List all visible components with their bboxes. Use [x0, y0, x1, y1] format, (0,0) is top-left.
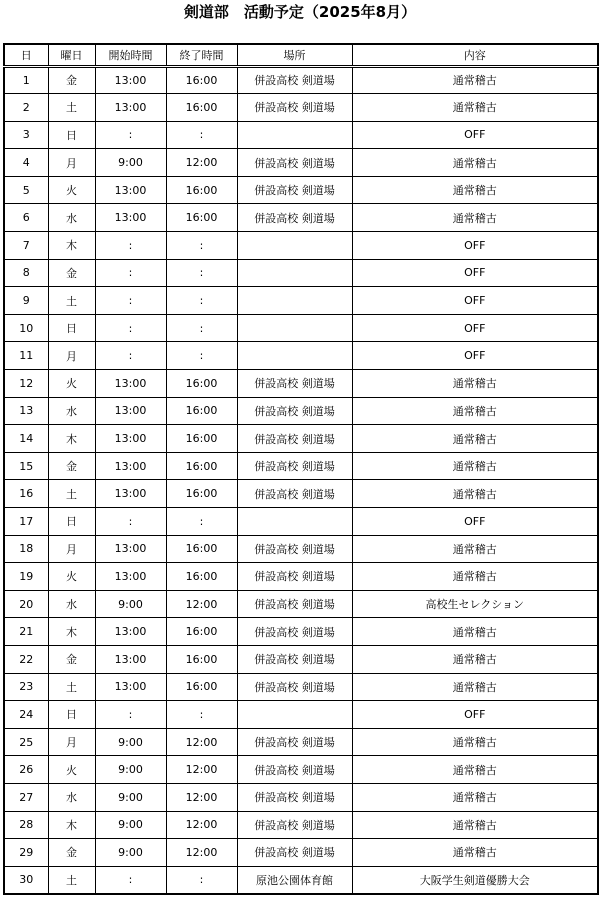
cell-location: 併設高校 剣道場: [237, 590, 352, 618]
cell-start-time: :: [95, 508, 166, 536]
cell-end-time: 16:00: [166, 397, 237, 425]
cell-content: 通常稽古: [352, 728, 598, 756]
cell-end-time: :: [166, 701, 237, 729]
cell-end-time: 12:00: [166, 728, 237, 756]
cell-end-time: 12:00: [166, 756, 237, 784]
cell-weekday: 月: [48, 728, 95, 756]
cell-content: OFF: [352, 121, 598, 149]
cell-day: 2: [4, 94, 48, 122]
cell-end-time: :: [166, 287, 237, 315]
cell-content: 通常稽古: [352, 149, 598, 177]
cell-start-time: 9:00: [95, 728, 166, 756]
cell-content: 通常稽古: [352, 618, 598, 646]
cell-location: [237, 287, 352, 315]
cell-start-time: 9:00: [95, 149, 166, 177]
table-row: [4, 314, 598, 342]
cell-start-time: 13:00: [95, 66, 166, 94]
cell-content: OFF: [352, 342, 598, 370]
table-row: [4, 342, 598, 370]
cell-start-time: :: [95, 342, 166, 370]
cell-start-time: 9:00: [95, 839, 166, 867]
cell-day: 10: [4, 314, 48, 342]
table-row: [4, 66, 598, 94]
cell-content: 通常稽古: [352, 94, 598, 122]
cell-location: 併設高校 剣道場: [237, 66, 352, 94]
table-row: [4, 287, 598, 315]
table-row: [4, 149, 598, 177]
cell-day: 14: [4, 425, 48, 453]
cell-content: 通常稽古: [352, 563, 598, 591]
cell-day: 15: [4, 452, 48, 480]
table-row: [4, 701, 598, 729]
cell-weekday: 火: [48, 756, 95, 784]
cell-start-time: 13:00: [95, 425, 166, 453]
table-row: [4, 425, 598, 453]
cell-content: 通常稽古: [352, 204, 598, 232]
cell-day: 6: [4, 204, 48, 232]
cell-location: 併設高校 剣道場: [237, 370, 352, 398]
cell-weekday: 土: [48, 94, 95, 122]
header-content: 内容: [352, 44, 598, 66]
cell-end-time: 16:00: [166, 176, 237, 204]
cell-start-time: 13:00: [95, 618, 166, 646]
cell-start-time: 13:00: [95, 176, 166, 204]
cell-content: 通常稽古: [352, 397, 598, 425]
table-row: [4, 839, 598, 867]
cell-weekday: 水: [48, 783, 95, 811]
cell-start-time: 13:00: [95, 397, 166, 425]
cell-location: 原池公園体育館: [237, 866, 352, 894]
cell-day: 29: [4, 839, 48, 867]
cell-location: 併設高校 剣道場: [237, 728, 352, 756]
cell-location: 併設高校 剣道場: [237, 480, 352, 508]
cell-location: [237, 121, 352, 149]
table-row: [4, 452, 598, 480]
cell-content: 通常稽古: [352, 425, 598, 453]
cell-day: 1: [4, 66, 48, 94]
cell-weekday: 土: [48, 673, 95, 701]
cell-end-time: :: [166, 866, 237, 894]
table-row: [4, 480, 598, 508]
cell-day: 8: [4, 259, 48, 287]
cell-end-time: :: [166, 314, 237, 342]
cell-day: 30: [4, 866, 48, 894]
cell-end-time: :: [166, 232, 237, 260]
cell-end-time: 16:00: [166, 66, 237, 94]
cell-content: OFF: [352, 508, 598, 536]
cell-start-time: :: [95, 701, 166, 729]
cell-weekday: 金: [48, 259, 95, 287]
cell-start-time: 9:00: [95, 756, 166, 784]
table-row: [4, 728, 598, 756]
cell-location: 併設高校 剣道場: [237, 811, 352, 839]
cell-content: 通常稽古: [352, 66, 598, 94]
table-row: [4, 783, 598, 811]
cell-content: 大阪学生剣道優勝大会: [352, 866, 598, 894]
cell-start-time: 9:00: [95, 811, 166, 839]
cell-location: 併設高校 剣道場: [237, 618, 352, 646]
cell-weekday: 日: [48, 508, 95, 536]
table-row: [4, 176, 598, 204]
cell-weekday: 水: [48, 204, 95, 232]
cell-weekday: 土: [48, 866, 95, 894]
cell-day: 12: [4, 370, 48, 398]
cell-day: 26: [4, 756, 48, 784]
cell-weekday: 日: [48, 701, 95, 729]
cell-location: 併設高校 剣道場: [237, 645, 352, 673]
cell-weekday: 金: [48, 66, 95, 94]
cell-start-time: 13:00: [95, 204, 166, 232]
cell-weekday: 日: [48, 314, 95, 342]
cell-content: 通常稽古: [352, 645, 598, 673]
table-row: [4, 121, 598, 149]
cell-content: 高校生セレクション: [352, 590, 598, 618]
cell-end-time: 16:00: [166, 618, 237, 646]
cell-day: 13: [4, 397, 48, 425]
cell-content: 通常稽古: [352, 480, 598, 508]
cell-weekday: 水: [48, 397, 95, 425]
cell-end-time: 12:00: [166, 783, 237, 811]
cell-end-time: 16:00: [166, 370, 237, 398]
cell-weekday: 土: [48, 287, 95, 315]
header-day: 日: [4, 44, 48, 66]
cell-location: [237, 342, 352, 370]
cell-weekday: 金: [48, 452, 95, 480]
cell-content: 通常稽古: [352, 783, 598, 811]
cell-end-time: 12:00: [166, 811, 237, 839]
cell-weekday: 木: [48, 425, 95, 453]
cell-content: OFF: [352, 701, 598, 729]
cell-end-time: 16:00: [166, 535, 237, 563]
cell-location: 併設高校 剣道場: [237, 563, 352, 591]
cell-location: 併設高校 剣道場: [237, 176, 352, 204]
table-row: [4, 535, 598, 563]
cell-day: 3: [4, 121, 48, 149]
table-row: [4, 673, 598, 701]
cell-weekday: 火: [48, 176, 95, 204]
table-row: [4, 259, 598, 287]
cell-content: 通常稽古: [352, 176, 598, 204]
table-row: [4, 645, 598, 673]
page-title: 剣道部 活動予定（2025年8月）: [183, 3, 417, 21]
cell-weekday: 日: [48, 121, 95, 149]
table-row: [4, 563, 598, 591]
cell-location: 併設高校 剣道場: [237, 756, 352, 784]
table-row: [4, 204, 598, 232]
cell-location: 併設高校 剣道場: [237, 673, 352, 701]
cell-day: 17: [4, 508, 48, 536]
table-row: [4, 94, 598, 122]
cell-start-time: 13:00: [95, 94, 166, 122]
cell-weekday: 土: [48, 480, 95, 508]
cell-content: 通常稽古: [352, 756, 598, 784]
cell-end-time: :: [166, 342, 237, 370]
cell-day: 20: [4, 590, 48, 618]
cell-day: 16: [4, 480, 48, 508]
cell-content: 通常稽古: [352, 452, 598, 480]
cell-end-time: 16:00: [166, 204, 237, 232]
cell-location: 併設高校 剣道場: [237, 452, 352, 480]
table-row: [4, 370, 598, 398]
cell-day: 28: [4, 811, 48, 839]
cell-start-time: 9:00: [95, 590, 166, 618]
cell-weekday: 月: [48, 149, 95, 177]
cell-day: 4: [4, 149, 48, 177]
cell-start-time: 13:00: [95, 563, 166, 591]
cell-location: [237, 314, 352, 342]
cell-location: 併設高校 剣道場: [237, 839, 352, 867]
cell-content: 通常稽古: [352, 370, 598, 398]
cell-weekday: 月: [48, 535, 95, 563]
cell-weekday: 金: [48, 645, 95, 673]
table-row: [4, 508, 598, 536]
cell-end-time: :: [166, 508, 237, 536]
cell-weekday: 木: [48, 811, 95, 839]
cell-start-time: 13:00: [95, 645, 166, 673]
table-row: [4, 397, 598, 425]
table-row: [4, 811, 598, 839]
cell-content: 通常稽古: [352, 535, 598, 563]
cell-location: [237, 259, 352, 287]
cell-end-time: :: [166, 121, 237, 149]
cell-location: 併設高校 剣道場: [237, 94, 352, 122]
cell-weekday: 水: [48, 590, 95, 618]
cell-day: 21: [4, 618, 48, 646]
cell-end-time: 16:00: [166, 673, 237, 701]
cell-start-time: :: [95, 259, 166, 287]
cell-location: [237, 508, 352, 536]
cell-day: 9: [4, 287, 48, 315]
cell-day: 22: [4, 645, 48, 673]
cell-location: [237, 232, 352, 260]
cell-day: 24: [4, 701, 48, 729]
cell-start-time: :: [95, 866, 166, 894]
cell-day: 19: [4, 563, 48, 591]
cell-start-time: 13:00: [95, 673, 166, 701]
cell-content: OFF: [352, 232, 598, 260]
cell-content: 通常稽古: [352, 839, 598, 867]
header-end-time: 終了時間: [166, 44, 237, 66]
cell-content: OFF: [352, 259, 598, 287]
cell-weekday: 火: [48, 563, 95, 591]
cell-start-time: 13:00: [95, 370, 166, 398]
cell-content: OFF: [352, 314, 598, 342]
cell-content: 通常稽古: [352, 811, 598, 839]
cell-start-time: 13:00: [95, 480, 166, 508]
table-row: [4, 232, 598, 260]
cell-end-time: 16:00: [166, 563, 237, 591]
cell-end-time: 12:00: [166, 590, 237, 618]
header-start-time: 開始時間: [95, 44, 166, 66]
cell-content: 通常稽古: [352, 673, 598, 701]
schedule-table: [3, 43, 599, 895]
cell-day: 18: [4, 535, 48, 563]
cell-start-time: :: [95, 314, 166, 342]
cell-location: 併設高校 剣道場: [237, 425, 352, 453]
table-row: [4, 590, 598, 618]
cell-end-time: 12:00: [166, 839, 237, 867]
cell-day: 11: [4, 342, 48, 370]
cell-start-time: 13:00: [95, 535, 166, 563]
cell-location: 併設高校 剣道場: [237, 397, 352, 425]
cell-day: 25: [4, 728, 48, 756]
table-row: [4, 618, 598, 646]
header-location: 場所: [237, 44, 352, 66]
header-row: [4, 44, 598, 66]
cell-day: 5: [4, 176, 48, 204]
cell-start-time: :: [95, 287, 166, 315]
cell-start-time: 9:00: [95, 783, 166, 811]
cell-weekday: 金: [48, 839, 95, 867]
cell-weekday: 月: [48, 342, 95, 370]
cell-day: 7: [4, 232, 48, 260]
cell-weekday: 木: [48, 618, 95, 646]
cell-end-time: 16:00: [166, 645, 237, 673]
cell-start-time: 13:00: [95, 452, 166, 480]
cell-weekday: 木: [48, 232, 95, 260]
cell-end-time: 16:00: [166, 480, 237, 508]
cell-day: 23: [4, 673, 48, 701]
cell-end-time: 16:00: [166, 452, 237, 480]
cell-location: [237, 701, 352, 729]
cell-weekday: 火: [48, 370, 95, 398]
cell-start-time: :: [95, 232, 166, 260]
cell-start-time: :: [95, 121, 166, 149]
cell-end-time: 16:00: [166, 94, 237, 122]
cell-location: 併設高校 剣道場: [237, 149, 352, 177]
table-row: [4, 866, 598, 894]
table-row: [4, 756, 598, 784]
cell-location: 併設高校 剣道場: [237, 204, 352, 232]
cell-location: 併設高校 剣道場: [237, 535, 352, 563]
cell-end-time: 12:00: [166, 149, 237, 177]
cell-location: 併設高校 剣道場: [237, 783, 352, 811]
cell-content: OFF: [352, 287, 598, 315]
cell-end-time: 16:00: [166, 425, 237, 453]
cell-end-time: :: [166, 259, 237, 287]
cell-day: 27: [4, 783, 48, 811]
header-weekday: 曜日: [48, 44, 95, 66]
